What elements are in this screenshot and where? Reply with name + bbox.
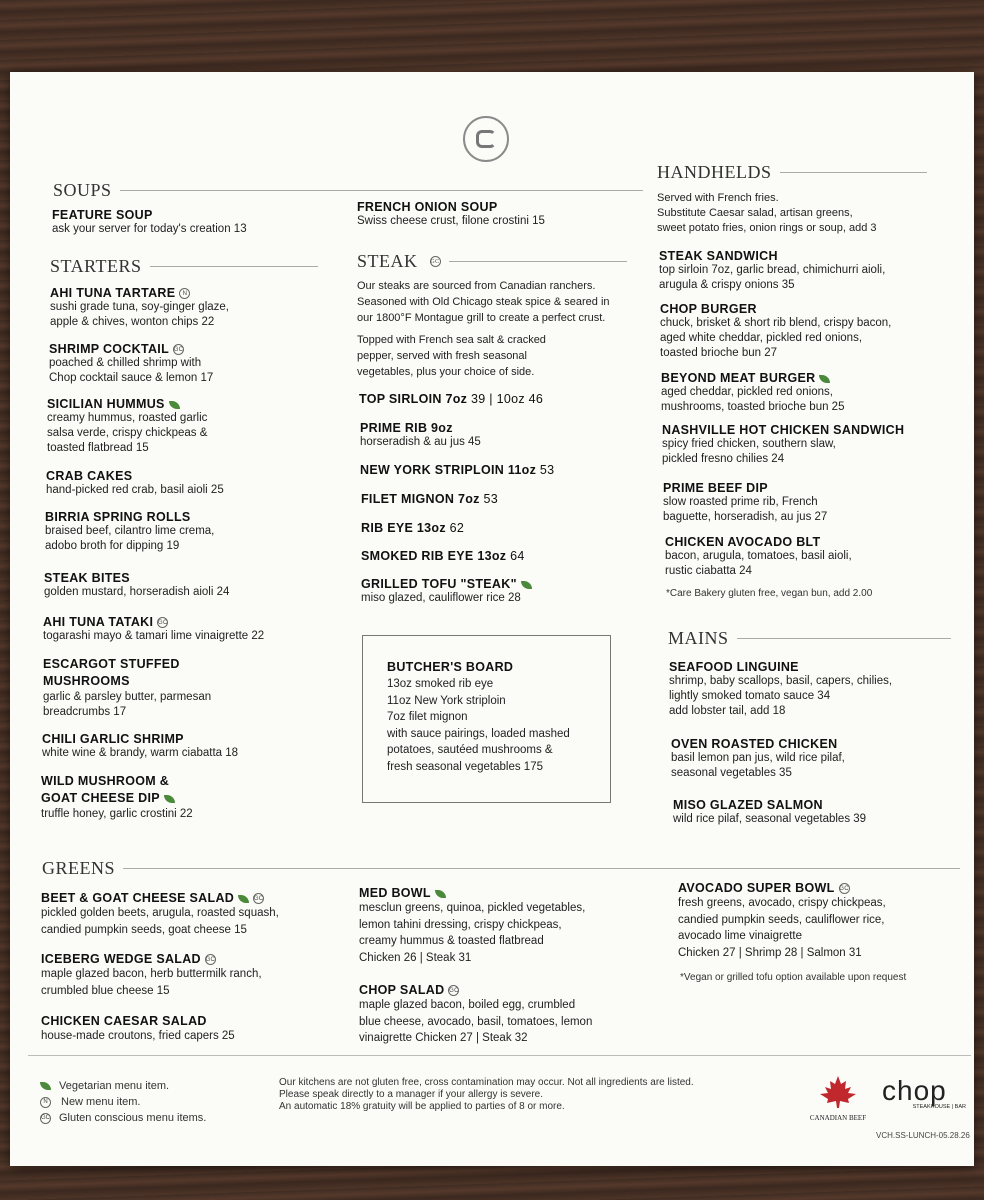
chop-logo-icon xyxy=(463,116,509,162)
french-onion-soup: FRENCH ONION SOUP Swiss cheese crust, filone crostini 15 xyxy=(357,200,545,227)
list-item: AVOCADO SUPER BOWL GC fresh greens, avocado, crispy chickpeas, candied pumpkin seeds, cauliflower rice, avocado lime vinaigrette Chicken 27 | Shrimp 28 | Salmon 31 xyxy=(678,881,886,959)
list-item: NEW YORK STRIPLOIN 11oz 53 xyxy=(360,463,555,477)
steak-header: STEAK GC xyxy=(357,251,627,272)
list-item: SMOKED RIB EYE 13oz 64 xyxy=(361,549,525,563)
list-item: STEAK SANDWICH top sirloin 7oz, garlic bread, chimichurri aioli, arugula & crispy onions 35 xyxy=(659,249,886,291)
gluten-conscious-icon: GC xyxy=(40,1113,51,1124)
list-item: WILD MUSHROOM & GOAT CHEESE DIP truffle honey, garlic crostini 22 xyxy=(41,774,193,820)
steak-intro: Our steaks are sourced from Canadian ranchers. Seasoned with Old Chicago steak spice & seared in our 1800°F Montague grill to create a perfect crust. Topped with French sea salt & cracked pepper, served with fresh seasonal vegetables, plus your choice of side. xyxy=(357,280,610,378)
vegetarian-leaf-icon xyxy=(435,890,446,898)
vegetarian-leaf-icon xyxy=(169,401,180,409)
gluten-conscious-icon: GC xyxy=(839,883,850,894)
list-item: NASHVILLE HOT CHICKEN SANDWICH spicy fried chicken, southern slaw, pickled fresno chilies 24 xyxy=(662,423,905,465)
list-item: OVEN ROASTED CHICKEN basil lemon pan jus, wild rice pilaf, seasonal vegetables 35 xyxy=(671,737,845,779)
starters-list xyxy=(50,286,340,330)
handhelds-note: *Care Bakery gluten free, vegan bun, add 2.00 xyxy=(666,588,873,599)
list-item: BIRRIA SPRING ROLLS braised beef, cilantro lime crema, adobo broth for dipping 19 xyxy=(45,510,215,552)
list-item: ESCARGOT STUFFED MUSHROOMS garlic & parsley butter, parmesan breadcrumbs 17 xyxy=(43,657,212,718)
gluten-conscious-icon: GC xyxy=(430,256,441,267)
list-item: MISO GLAZED SALMON wild rice pilaf, seasonal vegetables 39 xyxy=(673,798,867,825)
new-icon: N xyxy=(40,1097,51,1108)
divider xyxy=(28,1055,971,1056)
list-item: STEAK BITES golden mustard, horseradish aioli 24 xyxy=(44,571,230,598)
list-item: SICILIAN HUMMUS creamy hummus, roasted garlic salsa verde, crispy chickpeas & toasted flatbread 15 xyxy=(47,397,208,454)
list-item: FILET MIGNON 7oz 53 xyxy=(361,492,498,506)
vegetarian-leaf-icon xyxy=(238,895,249,903)
list-item: CHICKEN AVOCADO BLT bacon, arugula, tomatoes, basil aioli, rustic ciabatta 24 xyxy=(665,535,852,577)
list-item: CHOP BURGER chuck, brisket & short rib blend, crispy bacon, aged white cheddar, pickled red onions, toasted brioche bun 27 xyxy=(660,302,892,359)
list-item: CHOP SALAD GC maple glazed bacon, boiled egg, crumbled blue cheese, avocado, basil, tomatoes, lemon vinaigrette Chicken 27 | Steak 32 xyxy=(359,983,593,1044)
soups-header: SOUPS xyxy=(53,180,643,201)
list-item: BEET & GOAT CHEESE SALAD GC pickled golden beets, arugula, roasted squash, candied pumpkin seeds, goat cheese 15 xyxy=(41,891,279,936)
new-icon: N xyxy=(179,288,190,299)
starters-header: STARTERS xyxy=(50,256,318,277)
legend: Vegetarian menu item. N New menu item. GC Gluten conscious menu items. xyxy=(41,1080,207,1124)
list-item: BEYOND MEAT BURGER aged cheddar, pickled red onions, mushrooms, toasted brioche bun 25 xyxy=(661,371,845,413)
butchers-board-box: BUTCHER'S BOARD 13oz smoked rib eye 11oz New York striploin 7oz filet mignon with sauce pairings, loaded mashed potatoes, sautéed mushrooms & fresh seasonal vegetables 175 xyxy=(362,635,611,803)
handhelds-intro: Served with French fries. Substitute Caesar salad, artisan greens, sweet potato fries, onion rings or soup, add 3 xyxy=(657,192,877,234)
list-item: SEAFOOD LINGUINE shrimp, baby scallops, basil, capers, chilies, lightly smoked tomato sauce 34 add lobster tail, add 18 xyxy=(669,660,893,717)
vegetarian-leaf-icon xyxy=(40,1082,51,1090)
greens-note: *Vegan or grilled tofu option available upon request xyxy=(680,972,907,983)
feature-soup: FEATURE SOUP ask your server for today's creation 13 xyxy=(52,208,247,235)
chop-brand-logo: chop STEAKHOUSE | BAR xyxy=(882,1075,966,1110)
vegetarian-leaf-icon xyxy=(164,795,175,803)
handhelds-header: HANDHELDS xyxy=(657,162,927,183)
list-item: GRILLED TOFU "STEAK" miso glazed, cauliflower rice 28 xyxy=(361,577,631,606)
list-item: CHICKEN CAESAR SALAD house-made croutons, fried capers 25 xyxy=(41,1014,235,1042)
gluten-conscious-icon: GC xyxy=(173,344,184,355)
list-item: CHILI GARLIC SHRIMP white wine & brandy, warm ciabatta 18 xyxy=(42,732,239,759)
menu-code: VCH.SS-LUNCH-05.28.26 xyxy=(876,1131,970,1140)
vegetarian-leaf-icon xyxy=(819,375,830,383)
vegetarian-leaf-icon xyxy=(521,581,532,589)
list-item: CRAB CAKES hand-picked red crab, basil aioli 25 xyxy=(46,469,224,496)
gluten-conscious-icon: GC xyxy=(253,893,264,904)
list-item: RIB EYE 13oz 62 xyxy=(361,521,465,535)
gluten-conscious-icon: GC xyxy=(157,617,168,628)
list-item: AHI TUNA TARTARE N sushi grade tuna, soy-ginger glaze, apple & chives, wonton chips 22 xyxy=(50,286,229,328)
list-item: AHI TUNA TATAKI GC togarashi mayo & tamari lime vinaigrette 22 xyxy=(43,615,265,642)
maple-leaf-icon xyxy=(818,1075,858,1109)
list-item: ICEBERG WEDGE SALAD GC maple glazed bacon, herb buttermilk ranch, crumbled blue cheese 15 xyxy=(41,952,262,997)
list-item: MED BOWL mesclun greens, quinoa, pickled vegetables, lemon tahini dressing, crispy chickpeas, creamy hummus & toasted flatbread Chicken 26 | Steak 31 xyxy=(359,886,586,964)
list-item: SHRIMP COCKTAIL GC poached & chilled shrimp with Chop cocktail sauce & lemon 17 xyxy=(49,342,214,384)
gluten-conscious-icon: GC xyxy=(205,954,216,965)
list-item: PRIME RIB 9oz horseradish & au jus 45 xyxy=(360,421,481,448)
greens-header: GREENS xyxy=(42,858,960,879)
list-item: PRIME BEEF DIP slow roasted prime rib, French baguette, horseradish, au jus 27 xyxy=(663,481,828,523)
mains-header: MAINS xyxy=(668,628,951,649)
disclaimer: Our kitchens are not gluten free, cross contamination may occur. Not all ingredients are listed. Please speak directly to a manager if your allergy is severe. An automatic 18% gratuity will be applied to parties of 8 or more. xyxy=(279,1077,694,1112)
gluten-conscious-icon: GC xyxy=(448,985,459,996)
list-item: TOP SIRLOIN 7oz 39 | 10oz 46 xyxy=(359,392,544,406)
canadian-beef-logo: CANADIAN BEEF xyxy=(806,1075,870,1122)
